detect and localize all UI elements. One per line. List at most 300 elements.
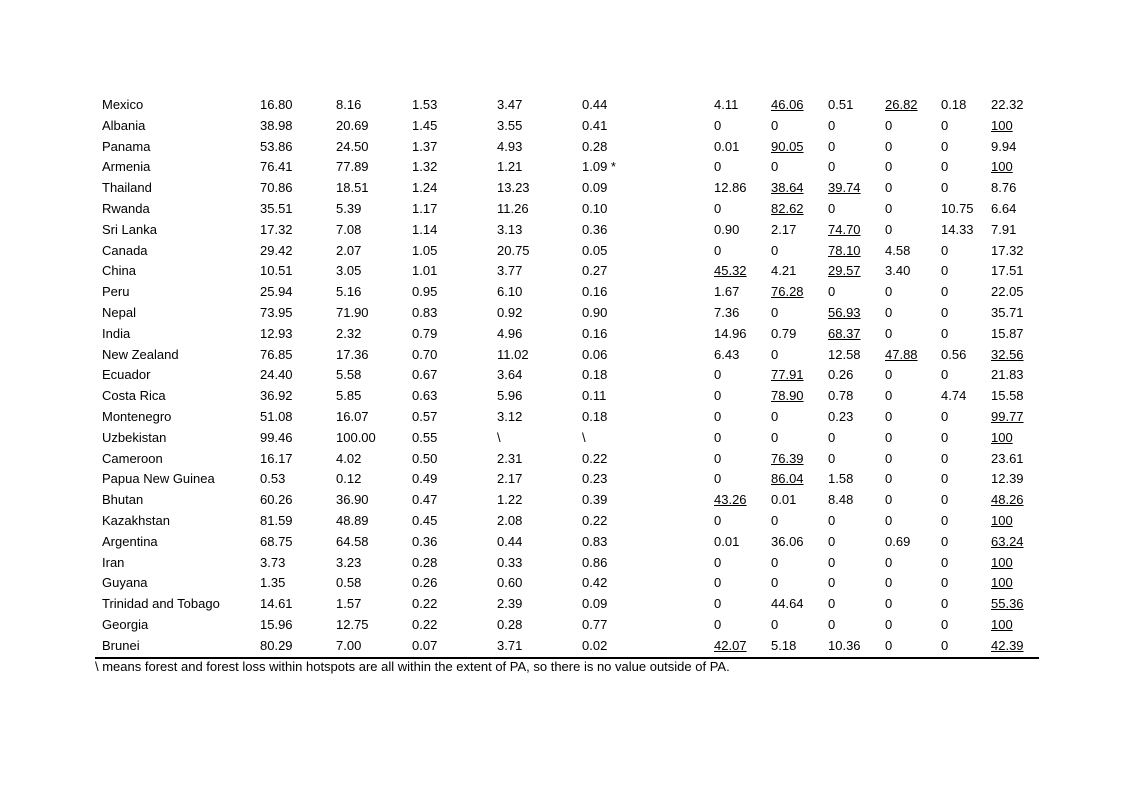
value-cell: 0.05: [582, 242, 608, 258]
value-cell: 0.39: [582, 492, 608, 508]
value-cell: 42.39: [991, 636, 1039, 658]
value-cell: 0.44: [582, 97, 608, 112]
value-cell: 0: [941, 242, 949, 258]
value-cell: 32.56: [991, 346, 1024, 362]
value-cell: 2.07: [336, 242, 362, 258]
value-cell: 3.73: [260, 554, 286, 570]
value-cell: 0: [714, 512, 722, 528]
value-cell: 0: [941, 575, 949, 591]
value-cell: 2.17: [771, 221, 797, 237]
value-cell: 0.33: [497, 554, 523, 570]
table-row: [95, 137, 1039, 158]
value-cell: 100: [991, 159, 1013, 175]
value-cell: 7.00: [336, 636, 412, 658]
table-footnote: \ means forest and forest loss within hotspots are all within the extent of PA, so there is no value outside of PA.: [95, 659, 730, 674]
value-cell: 76.39: [771, 450, 804, 466]
value-cell: 0: [828, 117, 836, 133]
value-cell: 0.06: [582, 346, 608, 362]
value-cell: 38.64: [771, 180, 804, 196]
country-cell: New Zealand: [102, 346, 179, 362]
value-cell: 0.44: [497, 533, 523, 549]
value-cell: \: [497, 429, 501, 445]
table-row: [95, 365, 1039, 386]
value-cell: 0.90: [714, 221, 740, 237]
value-cell: 15.58: [991, 388, 1024, 404]
country-cell: Panama: [102, 138, 151, 154]
value-cell: 5.96: [497, 388, 523, 404]
value-cell: 4.93: [497, 138, 523, 154]
value-cell: 0: [771, 117, 779, 133]
value-cell: 29.42: [260, 242, 293, 258]
value-cell: 100: [991, 512, 1013, 528]
value-cell: 76.41: [260, 159, 293, 175]
value-cell: 0.02: [582, 636, 714, 658]
value-cell: 8.76: [991, 180, 1017, 196]
value-cell: 0: [828, 575, 836, 591]
value-cell: 6.10: [497, 284, 523, 300]
value-cell: 0.12: [336, 471, 362, 487]
value-cell: 1.58: [828, 471, 854, 487]
country-cell: China: [102, 263, 136, 279]
value-cell: 0: [941, 636, 991, 658]
value-cell: 0: [941, 596, 949, 612]
value-cell: 0.11: [582, 388, 607, 404]
value-cell: 16.07: [336, 408, 369, 424]
value-cell: 0: [885, 325, 893, 341]
value-cell: 78.10: [828, 242, 861, 258]
country-cell: Rwanda: [102, 200, 150, 216]
value-cell: 2.31: [497, 450, 523, 466]
country-cell: Papua New Guinea: [102, 471, 215, 487]
value-cell: 0: [771, 242, 779, 258]
value-cell: 0.18: [941, 97, 967, 112]
country-cell: Trinidad and Tobago: [102, 596, 220, 612]
table-row: [95, 511, 1039, 532]
value-cell: 0: [941, 325, 949, 341]
value-cell: 0.23: [828, 408, 854, 424]
value-cell: 0.60: [497, 575, 523, 591]
value-cell: 0: [828, 429, 836, 445]
value-cell: 0.18: [582, 367, 608, 383]
table-row: [95, 407, 1039, 428]
value-cell: 2.39: [497, 596, 523, 612]
value-cell: 0.83: [582, 533, 608, 549]
value-cell: 0: [941, 138, 949, 154]
table-row: [95, 95, 1039, 116]
value-cell: 100: [991, 616, 1013, 632]
value-cell: 81.59: [260, 512, 293, 528]
table-row: [95, 261, 1039, 282]
table-row: [95, 490, 1039, 511]
value-cell: 0: [828, 284, 836, 300]
value-cell: 80.29: [260, 636, 336, 658]
value-cell: 39.74: [828, 180, 861, 196]
value-cell: 46.06: [771, 97, 804, 112]
value-cell: 0: [941, 159, 949, 175]
value-cell: 0: [714, 450, 722, 466]
value-cell: 0: [714, 408, 722, 424]
value-cell: 0: [714, 117, 722, 133]
value-cell: 0: [941, 367, 949, 383]
value-cell: 0: [941, 180, 949, 196]
value-cell: 0.28: [497, 616, 523, 632]
value-cell: 0: [885, 180, 893, 196]
value-cell: 47.88: [885, 346, 918, 362]
value-cell: 0.26: [828, 367, 854, 383]
value-cell: 0: [885, 512, 893, 528]
value-cell: 1.22: [497, 492, 523, 508]
value-cell: 100: [991, 117, 1013, 133]
value-cell: 36.90: [336, 492, 369, 508]
value-cell: 0: [885, 596, 893, 612]
value-cell: 5.18: [771, 636, 828, 658]
value-cell: 0.79: [771, 325, 797, 341]
value-cell: 77.91: [771, 367, 804, 383]
value-cell: 17.32: [260, 221, 293, 237]
value-cell: 55.36: [991, 596, 1024, 612]
value-cell: 20.75: [497, 242, 530, 258]
value-cell: 13.23: [497, 180, 530, 196]
value-cell: 0.22: [582, 512, 608, 528]
value-cell: 9.94: [991, 138, 1017, 154]
value-cell: 0: [941, 429, 949, 445]
table-row: [95, 303, 1039, 324]
value-cell: 0: [771, 159, 779, 175]
value-cell: 14.96: [714, 325, 747, 341]
value-cell: 68.37: [828, 325, 861, 341]
value-cell: 60.26: [260, 492, 293, 508]
value-cell: 15.96: [260, 616, 293, 632]
value-cell: 0.36: [412, 533, 438, 549]
table-row: [95, 157, 1039, 178]
value-cell: 15.87: [991, 325, 1024, 341]
value-cell: 0: [714, 242, 722, 258]
table-row: [95, 386, 1039, 407]
value-cell: 12.93: [260, 325, 293, 341]
value-cell: 0.01: [714, 533, 740, 549]
value-cell: 10.51: [260, 263, 293, 279]
value-cell: 90.05: [771, 138, 804, 154]
value-cell: 0.16: [582, 325, 608, 341]
country-cell: Uzbekistan: [102, 429, 167, 445]
country-cell: Sri Lanka: [102, 221, 157, 237]
value-cell: 1.14: [412, 221, 438, 237]
value-cell: 0: [885, 388, 893, 404]
value-cell: 14.61: [260, 596, 293, 612]
value-cell: 10.75: [941, 200, 974, 216]
value-cell: 0: [885, 636, 941, 658]
value-cell: 0.70: [412, 346, 438, 362]
value-cell: 35.71: [991, 304, 1024, 320]
value-cell: 1.09 *: [582, 159, 616, 175]
value-cell: 11.26: [497, 200, 529, 216]
value-cell: 0.56: [941, 346, 967, 362]
value-cell: 0: [941, 450, 949, 466]
value-cell: 1.67: [714, 284, 740, 300]
country-cell: India: [102, 325, 131, 341]
value-cell: 20.69: [336, 117, 369, 133]
value-cell: 0.10: [582, 200, 608, 216]
value-cell: 8.16: [336, 97, 362, 112]
table-row: [95, 469, 1039, 490]
table-row: [95, 636, 1039, 658]
value-cell: 0: [771, 429, 779, 445]
value-cell: 3.05: [336, 263, 362, 279]
value-cell: 18.51: [336, 180, 369, 196]
value-cell: 10.36: [828, 636, 885, 658]
value-cell: 0: [828, 533, 836, 549]
value-cell: 17.36: [336, 346, 369, 362]
value-cell: 73.95: [260, 304, 293, 320]
value-cell: 48.26: [991, 492, 1024, 508]
value-cell: 0: [941, 533, 949, 549]
value-cell: 0: [941, 512, 949, 528]
value-cell: 0: [941, 492, 949, 508]
value-cell: 1.21: [497, 159, 523, 175]
value-cell: 4.21: [771, 263, 797, 279]
table-row: [95, 428, 1039, 449]
value-cell: 0.22: [412, 596, 438, 612]
value-cell: 0.63: [412, 388, 438, 404]
value-cell: 0: [714, 554, 722, 570]
value-cell: 22.32: [991, 97, 1024, 112]
value-cell: 4.74: [941, 388, 967, 404]
value-cell: 70.86: [260, 180, 293, 196]
value-cell: 0: [828, 200, 836, 216]
country-cell: Bhutan: [102, 492, 144, 508]
value-cell: 3.64: [497, 367, 523, 383]
value-cell: 0: [885, 450, 893, 466]
value-cell: 0: [714, 575, 722, 591]
value-cell: 51.08: [260, 408, 293, 424]
value-cell: 0: [885, 616, 893, 632]
value-cell: 0: [885, 492, 893, 508]
country-cell: Cameroon: [102, 450, 163, 466]
table-body: [95, 95, 1039, 658]
value-cell: 0: [885, 159, 893, 175]
value-cell: 78.90: [771, 388, 804, 404]
value-cell: 23.61: [991, 450, 1024, 466]
value-cell: 12.39: [991, 471, 1024, 487]
value-cell: 0: [714, 596, 722, 612]
value-cell: 0: [885, 221, 893, 237]
value-cell: 100: [991, 554, 1013, 570]
value-cell: 0: [771, 512, 779, 528]
value-cell: 0.58: [336, 575, 362, 591]
value-cell: 0.49: [412, 471, 438, 487]
value-cell: 0: [771, 346, 779, 362]
value-cell: 0: [828, 554, 836, 570]
value-cell: 21.83: [991, 367, 1024, 383]
value-cell: 0: [885, 408, 893, 424]
value-cell: 3.23: [336, 554, 362, 570]
value-cell: 0.18: [582, 408, 608, 424]
value-cell: 0: [885, 304, 893, 320]
value-cell: 0.57: [412, 408, 438, 424]
value-cell: 3.13: [497, 221, 523, 237]
table-row: [95, 449, 1039, 470]
value-cell: 0.01: [714, 138, 740, 154]
value-cell: 1.35: [260, 575, 286, 591]
country-cell: Nepal: [102, 304, 136, 320]
value-cell: 5.39: [336, 200, 362, 216]
country-cell: Thailand: [102, 180, 152, 196]
value-cell: 35.51: [260, 200, 293, 216]
value-cell: 0.50: [412, 450, 438, 466]
value-cell: 0: [771, 575, 779, 591]
value-cell: 0.47: [412, 492, 438, 508]
value-cell: 0.67: [412, 367, 438, 383]
value-cell: 0.95: [412, 284, 438, 300]
value-cell: 5.85: [336, 388, 362, 404]
country-cell: Albania: [102, 117, 146, 133]
value-cell: 17.51: [991, 263, 1024, 279]
value-cell: 0.45: [412, 512, 438, 528]
value-cell: 0: [941, 284, 949, 300]
value-cell: 0: [714, 429, 722, 445]
value-cell: 0: [941, 263, 949, 279]
value-cell: 0: [771, 616, 779, 632]
value-cell: 74.70: [828, 221, 861, 237]
value-cell: 0.92: [497, 304, 523, 320]
table-row: [95, 282, 1039, 303]
value-cell: 82.62: [771, 200, 804, 216]
value-cell: 0: [941, 554, 949, 570]
value-cell: 7.91: [991, 221, 1017, 237]
value-cell: 6.43: [714, 346, 740, 362]
value-cell: 0.83: [412, 304, 438, 320]
value-cell: 26.82: [885, 97, 918, 112]
value-cell: 0: [771, 408, 779, 424]
country-cell: Canada: [102, 242, 148, 258]
table-row: [95, 345, 1039, 366]
table-row: [95, 220, 1039, 241]
value-cell: 3.77: [497, 263, 523, 279]
value-cell: 6.64: [991, 200, 1017, 216]
value-cell: 1.01: [412, 263, 438, 279]
value-cell: 0: [885, 575, 893, 591]
value-cell: 0: [885, 429, 893, 445]
table-row: [95, 241, 1039, 262]
value-cell: 1.53: [412, 97, 438, 112]
value-cell: 0.69: [885, 533, 911, 549]
table-row: [95, 178, 1039, 199]
value-cell: 1.45: [412, 117, 438, 133]
value-cell: 100: [991, 575, 1013, 591]
value-cell: 1.57: [336, 596, 362, 612]
value-cell: 0.01: [771, 492, 797, 508]
value-cell: 38.98: [260, 117, 293, 133]
value-cell: 71.90: [336, 304, 369, 320]
value-cell: 0: [771, 304, 779, 320]
value-cell: 1.05: [412, 242, 438, 258]
value-cell: 0: [885, 554, 893, 570]
value-cell: 0.09: [582, 180, 608, 196]
country-cell: Montenegro: [102, 408, 172, 424]
value-cell: 0.51: [828, 97, 854, 112]
value-cell: 16.80: [260, 97, 293, 112]
value-cell: 3.55: [497, 117, 523, 133]
value-cell: 3.12: [497, 408, 523, 424]
country-cell: Armenia: [102, 159, 151, 175]
value-cell: 0.78: [828, 388, 854, 404]
value-cell: 0.36: [582, 221, 608, 237]
table-row: [95, 324, 1039, 345]
value-cell: 43.26: [714, 492, 747, 508]
value-cell: 0: [941, 117, 949, 133]
table-row: [95, 553, 1039, 574]
value-cell: 1.32: [412, 159, 438, 175]
value-cell: 44.64: [771, 596, 804, 612]
value-cell: 0.22: [582, 450, 608, 466]
value-cell: 0.41: [582, 117, 608, 133]
value-cell: 0: [828, 159, 836, 175]
value-cell: 0.86: [582, 554, 608, 570]
country-cell: Kazakhstan: [102, 512, 170, 528]
value-cell: 12.86: [714, 180, 747, 196]
value-cell: 100.00: [336, 429, 376, 445]
value-cell: 14.33: [941, 221, 974, 237]
value-cell: 0.42: [582, 575, 608, 591]
value-cell: 48.89: [336, 512, 369, 528]
value-cell: 0: [885, 284, 893, 300]
value-cell: 0.77: [582, 616, 608, 632]
value-cell: 0: [941, 471, 949, 487]
value-cell: 2.08: [497, 512, 523, 528]
value-cell: 2.32: [336, 325, 362, 341]
value-cell: 68.75: [260, 533, 293, 549]
country-cell: Georgia: [102, 616, 149, 632]
value-cell: 0: [828, 596, 836, 612]
value-cell: 7.36: [714, 304, 740, 320]
table-row: [95, 116, 1039, 137]
value-cell: 22.05: [991, 284, 1024, 300]
value-cell: 0.79: [412, 325, 438, 341]
value-cell: 16.17: [260, 450, 293, 466]
data-table: [95, 95, 1039, 659]
value-cell: 0: [885, 471, 893, 487]
value-cell: 64.58: [336, 533, 369, 549]
value-cell: 1.37: [412, 138, 438, 154]
value-cell: 24.40: [260, 367, 293, 383]
country-cell: Costa Rica: [102, 388, 166, 404]
value-cell: 0.22: [412, 616, 438, 632]
value-cell: 0.28: [412, 554, 438, 570]
table-row: [95, 199, 1039, 220]
value-cell: 0.16: [582, 284, 608, 300]
country-cell: Mexico: [102, 97, 144, 112]
value-cell: 29.57: [828, 263, 861, 279]
value-cell: 0: [885, 200, 893, 216]
value-cell: 77.89: [336, 159, 369, 175]
value-cell: 0: [714, 616, 722, 632]
value-cell: 11.02: [497, 346, 529, 362]
value-cell: 3.71: [497, 636, 582, 658]
value-cell: 4.02: [336, 450, 362, 466]
value-cell: 0: [941, 408, 949, 424]
value-cell: 0: [828, 616, 836, 632]
country-cell: Brunei: [95, 636, 260, 658]
value-cell: 53.86: [260, 138, 293, 154]
value-cell: 0: [941, 616, 949, 632]
table-row: [95, 615, 1039, 636]
value-cell: 0: [714, 159, 722, 175]
value-cell: 1.24: [412, 180, 438, 196]
value-cell: 76.85: [260, 346, 293, 362]
country-cell: Argentina: [102, 533, 158, 549]
country-cell: Ecuador: [102, 367, 151, 383]
value-cell: 24.50: [336, 138, 369, 154]
